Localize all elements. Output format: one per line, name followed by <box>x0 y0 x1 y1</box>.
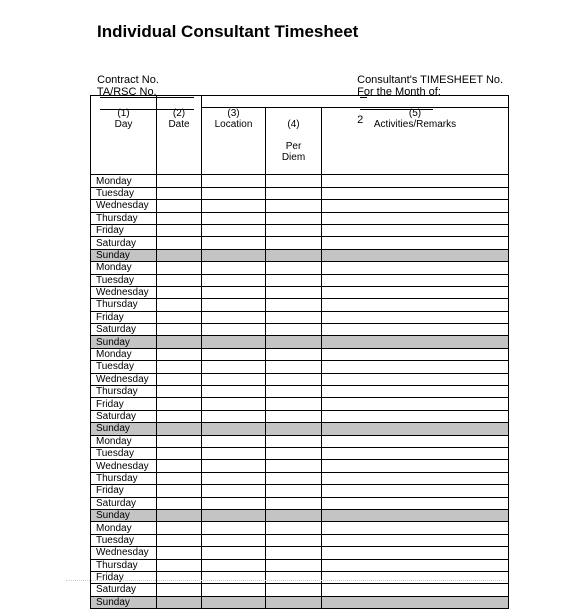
location-cell[interactable] <box>202 559 266 571</box>
day-cell: Wednesday <box>91 460 157 472</box>
day-cell: Monday <box>91 522 157 534</box>
day-cell: Saturday <box>91 237 157 249</box>
per-diem-cell[interactable] <box>266 472 322 484</box>
per-diem-cell[interactable] <box>266 274 322 286</box>
location-cell[interactable] <box>202 584 266 596</box>
location-cell[interactable] <box>202 534 266 546</box>
location-cell[interactable] <box>202 485 266 497</box>
date-cell[interactable] <box>157 559 202 571</box>
per-diem-cell[interactable] <box>266 509 322 521</box>
location-cell[interactable] <box>202 398 266 410</box>
col-number: (5) <box>408 108 422 120</box>
col-header-activities <box>322 108 509 175</box>
table-row <box>91 410 509 422</box>
per-diem-cell[interactable] <box>266 237 322 249</box>
date-cell[interactable] <box>157 373 202 385</box>
table-row <box>91 249 509 261</box>
date-cell[interactable] <box>157 336 202 348</box>
activities-cell[interactable] <box>322 175 509 187</box>
day-cell: Friday <box>91 398 157 410</box>
timesheet-table <box>90 95 509 609</box>
per-diem-cell[interactable] <box>266 249 322 261</box>
date-cell[interactable] <box>157 249 202 261</box>
per-diem-cell[interactable] <box>266 262 322 274</box>
location-cell[interactable] <box>202 187 266 199</box>
timesheet-table-wrapper <box>90 95 508 609</box>
day-cell: Tuesday <box>91 187 157 199</box>
location-cell[interactable] <box>202 435 266 447</box>
col-number: (4) <box>287 119 300 131</box>
col-header-per-diem <box>266 108 322 175</box>
day-cell: Monday <box>91 348 157 360</box>
activities-cell[interactable] <box>322 596 509 608</box>
date-cell[interactable] <box>157 274 202 286</box>
col-label: Date <box>168 118 190 130</box>
day-cell: Friday <box>91 485 157 497</box>
location-cell[interactable] <box>202 522 266 534</box>
day-cell: Sunday <box>91 249 157 261</box>
date-cell[interactable] <box>157 410 202 422</box>
per-diem-cell[interactable] <box>266 547 322 559</box>
activities-cell[interactable] <box>322 336 509 348</box>
table-row <box>91 336 509 348</box>
day-cell: Thursday <box>91 386 157 398</box>
col-header-date <box>157 108 202 175</box>
day-cell: Thursday <box>91 472 157 484</box>
per-diem-cell[interactable] <box>266 175 322 187</box>
day-cell: Wednesday <box>91 547 157 559</box>
table-row <box>91 398 509 410</box>
date-cell[interactable] <box>157 423 202 435</box>
location-cell[interactable] <box>202 274 266 286</box>
date-cell[interactable] <box>157 200 202 212</box>
activities-cell[interactable] <box>322 311 509 323</box>
date-cell[interactable] <box>157 509 202 521</box>
activities-cell[interactable] <box>322 348 509 360</box>
day-cell: Wednesday <box>91 286 157 298</box>
month-suffix: 2 <box>357 114 364 126</box>
per-diem-cell[interactable] <box>266 398 322 410</box>
date-cell[interactable] <box>157 286 202 298</box>
location-cell[interactable] <box>202 286 266 298</box>
activities-cell[interactable] <box>322 249 509 261</box>
per-diem-cell[interactable] <box>266 286 322 298</box>
activities-cell[interactable] <box>322 361 509 373</box>
activities-cell[interactable] <box>322 274 509 286</box>
per-diem-cell[interactable] <box>266 559 322 571</box>
date-cell[interactable] <box>157 224 202 236</box>
location-cell[interactable] <box>202 237 266 249</box>
day-cell: Monday <box>91 262 157 274</box>
contract-number-label: Contract No. <box>97 74 159 86</box>
month-label: For the Month of: <box>357 86 441 98</box>
table-top-spacer-row <box>91 96 509 108</box>
day-cell: Sunday <box>91 509 157 521</box>
activities-cell[interactable] <box>322 299 509 311</box>
date-cell[interactable] <box>157 522 202 534</box>
day-cell: Tuesday <box>91 534 157 546</box>
per-diem-cell[interactable] <box>266 348 322 360</box>
location-cell[interactable] <box>202 373 266 385</box>
location-cell[interactable] <box>202 324 266 336</box>
activities-cell[interactable] <box>322 423 509 435</box>
day-cell: Saturday <box>91 324 157 336</box>
activities-cell[interactable] <box>322 386 509 398</box>
location-cell[interactable] <box>202 200 266 212</box>
per-diem-cell[interactable] <box>266 311 322 323</box>
activities-cell[interactable] <box>322 200 509 212</box>
location-cell[interactable] <box>202 224 266 236</box>
location-cell[interactable] <box>202 336 266 348</box>
per-diem-cell[interactable] <box>266 299 322 311</box>
activities-cell[interactable] <box>322 286 509 298</box>
day-cell: Tuesday <box>91 447 157 459</box>
per-diem-cell[interactable] <box>266 212 322 224</box>
location-cell[interactable] <box>202 348 266 360</box>
table-row <box>91 547 509 559</box>
table-row <box>91 299 509 311</box>
day-cell: Sunday <box>91 336 157 348</box>
table-row <box>91 472 509 484</box>
table-row <box>91 187 509 199</box>
day-cell: Sunday <box>91 596 157 608</box>
date-cell[interactable] <box>157 324 202 336</box>
date-cell[interactable] <box>157 547 202 559</box>
date-cell[interactable] <box>157 262 202 274</box>
activities-cell[interactable] <box>322 410 509 422</box>
table-row <box>91 485 509 497</box>
activities-cell[interactable] <box>322 398 509 410</box>
activities-cell[interactable] <box>322 534 509 546</box>
day-cell: Thursday <box>91 212 157 224</box>
location-cell[interactable] <box>202 547 266 559</box>
activities-cell[interactable] <box>322 460 509 472</box>
location-cell[interactable] <box>202 410 266 422</box>
day-cell: Friday <box>91 311 157 323</box>
location-cell[interactable] <box>202 311 266 323</box>
day-cell: Wednesday <box>91 200 157 212</box>
table-row <box>91 175 509 187</box>
table-row <box>91 212 509 224</box>
table-row <box>91 423 509 435</box>
location-cell[interactable] <box>202 212 266 224</box>
table-row <box>91 596 509 608</box>
date-cell[interactable] <box>157 386 202 398</box>
per-diem-cell[interactable] <box>266 410 322 422</box>
per-diem-cell[interactable] <box>266 584 322 596</box>
date-cell[interactable] <box>157 534 202 546</box>
table-row <box>91 447 509 459</box>
activities-cell[interactable] <box>322 497 509 509</box>
table-row <box>91 435 509 447</box>
day-cell: Thursday <box>91 559 157 571</box>
date-cell[interactable] <box>157 435 202 447</box>
per-diem-cell[interactable] <box>266 485 322 497</box>
page-bottom-rule <box>66 580 506 582</box>
location-cell[interactable] <box>202 249 266 261</box>
location-cell[interactable] <box>202 447 266 459</box>
per-diem-cell[interactable] <box>266 460 322 472</box>
activities-cell[interactable] <box>322 373 509 385</box>
activities-cell[interactable] <box>322 447 509 459</box>
location-cell[interactable] <box>202 423 266 435</box>
date-cell[interactable] <box>157 212 202 224</box>
table-row <box>91 509 509 521</box>
day-cell: Monday <box>91 435 157 447</box>
day-cell: Saturday <box>91 497 157 509</box>
activities-cell[interactable] <box>322 237 509 249</box>
activities-cell[interactable] <box>322 212 509 224</box>
per-diem-cell[interactable] <box>266 435 322 447</box>
table-row <box>91 224 509 236</box>
location-cell[interactable] <box>202 361 266 373</box>
table-row <box>91 286 509 298</box>
day-cell: Wednesday <box>91 373 157 385</box>
table-row <box>91 324 509 336</box>
per-diem-cell[interactable] <box>266 361 322 373</box>
day-cell: Tuesday <box>91 361 157 373</box>
location-cell[interactable] <box>202 472 266 484</box>
table-row <box>91 262 509 274</box>
per-diem-cell[interactable] <box>266 522 322 534</box>
per-diem-cell[interactable] <box>266 324 322 336</box>
per-diem-cell[interactable] <box>266 386 322 398</box>
day-cell: Saturday <box>91 410 157 422</box>
document-title: Individual Consultant Timesheet <box>97 22 359 41</box>
table-row <box>91 522 509 534</box>
location-cell[interactable] <box>202 175 266 187</box>
per-diem-cell[interactable] <box>266 534 322 546</box>
tarsc-number-label: TA/RSC No. <box>96 86 157 98</box>
day-cell: Saturday <box>91 584 157 596</box>
activities-cell[interactable] <box>322 584 509 596</box>
col-label: Activities/Remarks <box>373 119 457 131</box>
activities-cell[interactable] <box>322 559 509 571</box>
location-cell[interactable] <box>202 509 266 521</box>
table-row <box>91 311 509 323</box>
timesheet-number-label: Consultant's TIMESHEET No. <box>357 74 504 86</box>
day-cell: Friday <box>91 571 157 583</box>
date-cell[interactable] <box>157 472 202 484</box>
table-row <box>91 373 509 385</box>
location-cell[interactable] <box>202 497 266 509</box>
per-diem-cell[interactable] <box>266 596 322 608</box>
col-number: (2) <box>172 107 186 119</box>
table-row <box>91 200 509 212</box>
location-cell[interactable] <box>202 460 266 472</box>
date-cell[interactable] <box>157 299 202 311</box>
table-row <box>91 584 509 596</box>
date-cell[interactable] <box>157 460 202 472</box>
day-cell: Tuesday <box>91 274 157 286</box>
date-cell[interactable] <box>157 348 202 360</box>
activities-cell[interactable] <box>322 187 509 199</box>
table-row <box>91 534 509 546</box>
col-header-location <box>202 108 266 175</box>
per-diem-cell[interactable] <box>266 336 322 348</box>
table-row <box>91 559 509 571</box>
activities-cell[interactable] <box>322 224 509 236</box>
col-header-day <box>91 108 157 175</box>
date-cell[interactable] <box>157 398 202 410</box>
date-cell[interactable] <box>157 447 202 459</box>
per-diem-cell[interactable] <box>266 200 322 212</box>
table-row <box>91 497 509 509</box>
per-diem-cell[interactable] <box>266 447 322 459</box>
date-cell[interactable] <box>157 187 202 199</box>
date-cell[interactable] <box>157 497 202 509</box>
per-diem-cell[interactable] <box>266 187 322 199</box>
activities-cell[interactable] <box>322 485 509 497</box>
per-diem-cell[interactable] <box>266 224 322 236</box>
date-cell[interactable] <box>157 485 202 497</box>
table-row <box>91 274 509 286</box>
activities-cell[interactable] <box>322 324 509 336</box>
date-cell[interactable] <box>157 237 202 249</box>
activities-cell[interactable] <box>322 509 509 521</box>
location-cell[interactable] <box>202 386 266 398</box>
per-diem-cell[interactable] <box>266 497 322 509</box>
day-cell: Monday <box>91 175 157 187</box>
per-diem-cell[interactable] <box>266 423 322 435</box>
date-cell[interactable] <box>157 361 202 373</box>
activities-cell[interactable] <box>322 472 509 484</box>
date-cell[interactable] <box>157 584 202 596</box>
table-row <box>91 460 509 472</box>
location-cell[interactable] <box>202 299 266 311</box>
table-row <box>91 386 509 398</box>
table-row <box>91 348 509 360</box>
day-cell: Sunday <box>91 423 157 435</box>
activities-cell[interactable] <box>322 522 509 534</box>
location-cell[interactable] <box>202 596 266 608</box>
activities-cell[interactable] <box>322 547 509 559</box>
col-label: Location <box>214 119 253 131</box>
day-cell: Thursday <box>91 299 157 311</box>
table-row <box>91 361 509 373</box>
table-header-row <box>91 108 509 175</box>
activities-cell[interactable] <box>322 435 509 447</box>
date-cell[interactable] <box>157 175 202 187</box>
location-cell[interactable] <box>202 262 266 274</box>
table-row <box>91 237 509 249</box>
col-number: (3) <box>227 108 240 120</box>
date-cell[interactable] <box>157 596 202 608</box>
col-label: Day <box>114 118 133 130</box>
day-cell: Friday <box>91 224 157 236</box>
per-diem-cell[interactable] <box>266 373 322 385</box>
col-label: Per Diem <box>281 141 306 164</box>
activities-cell[interactable] <box>322 262 509 274</box>
col-number: (1) <box>117 107 130 119</box>
date-cell[interactable] <box>157 311 202 323</box>
